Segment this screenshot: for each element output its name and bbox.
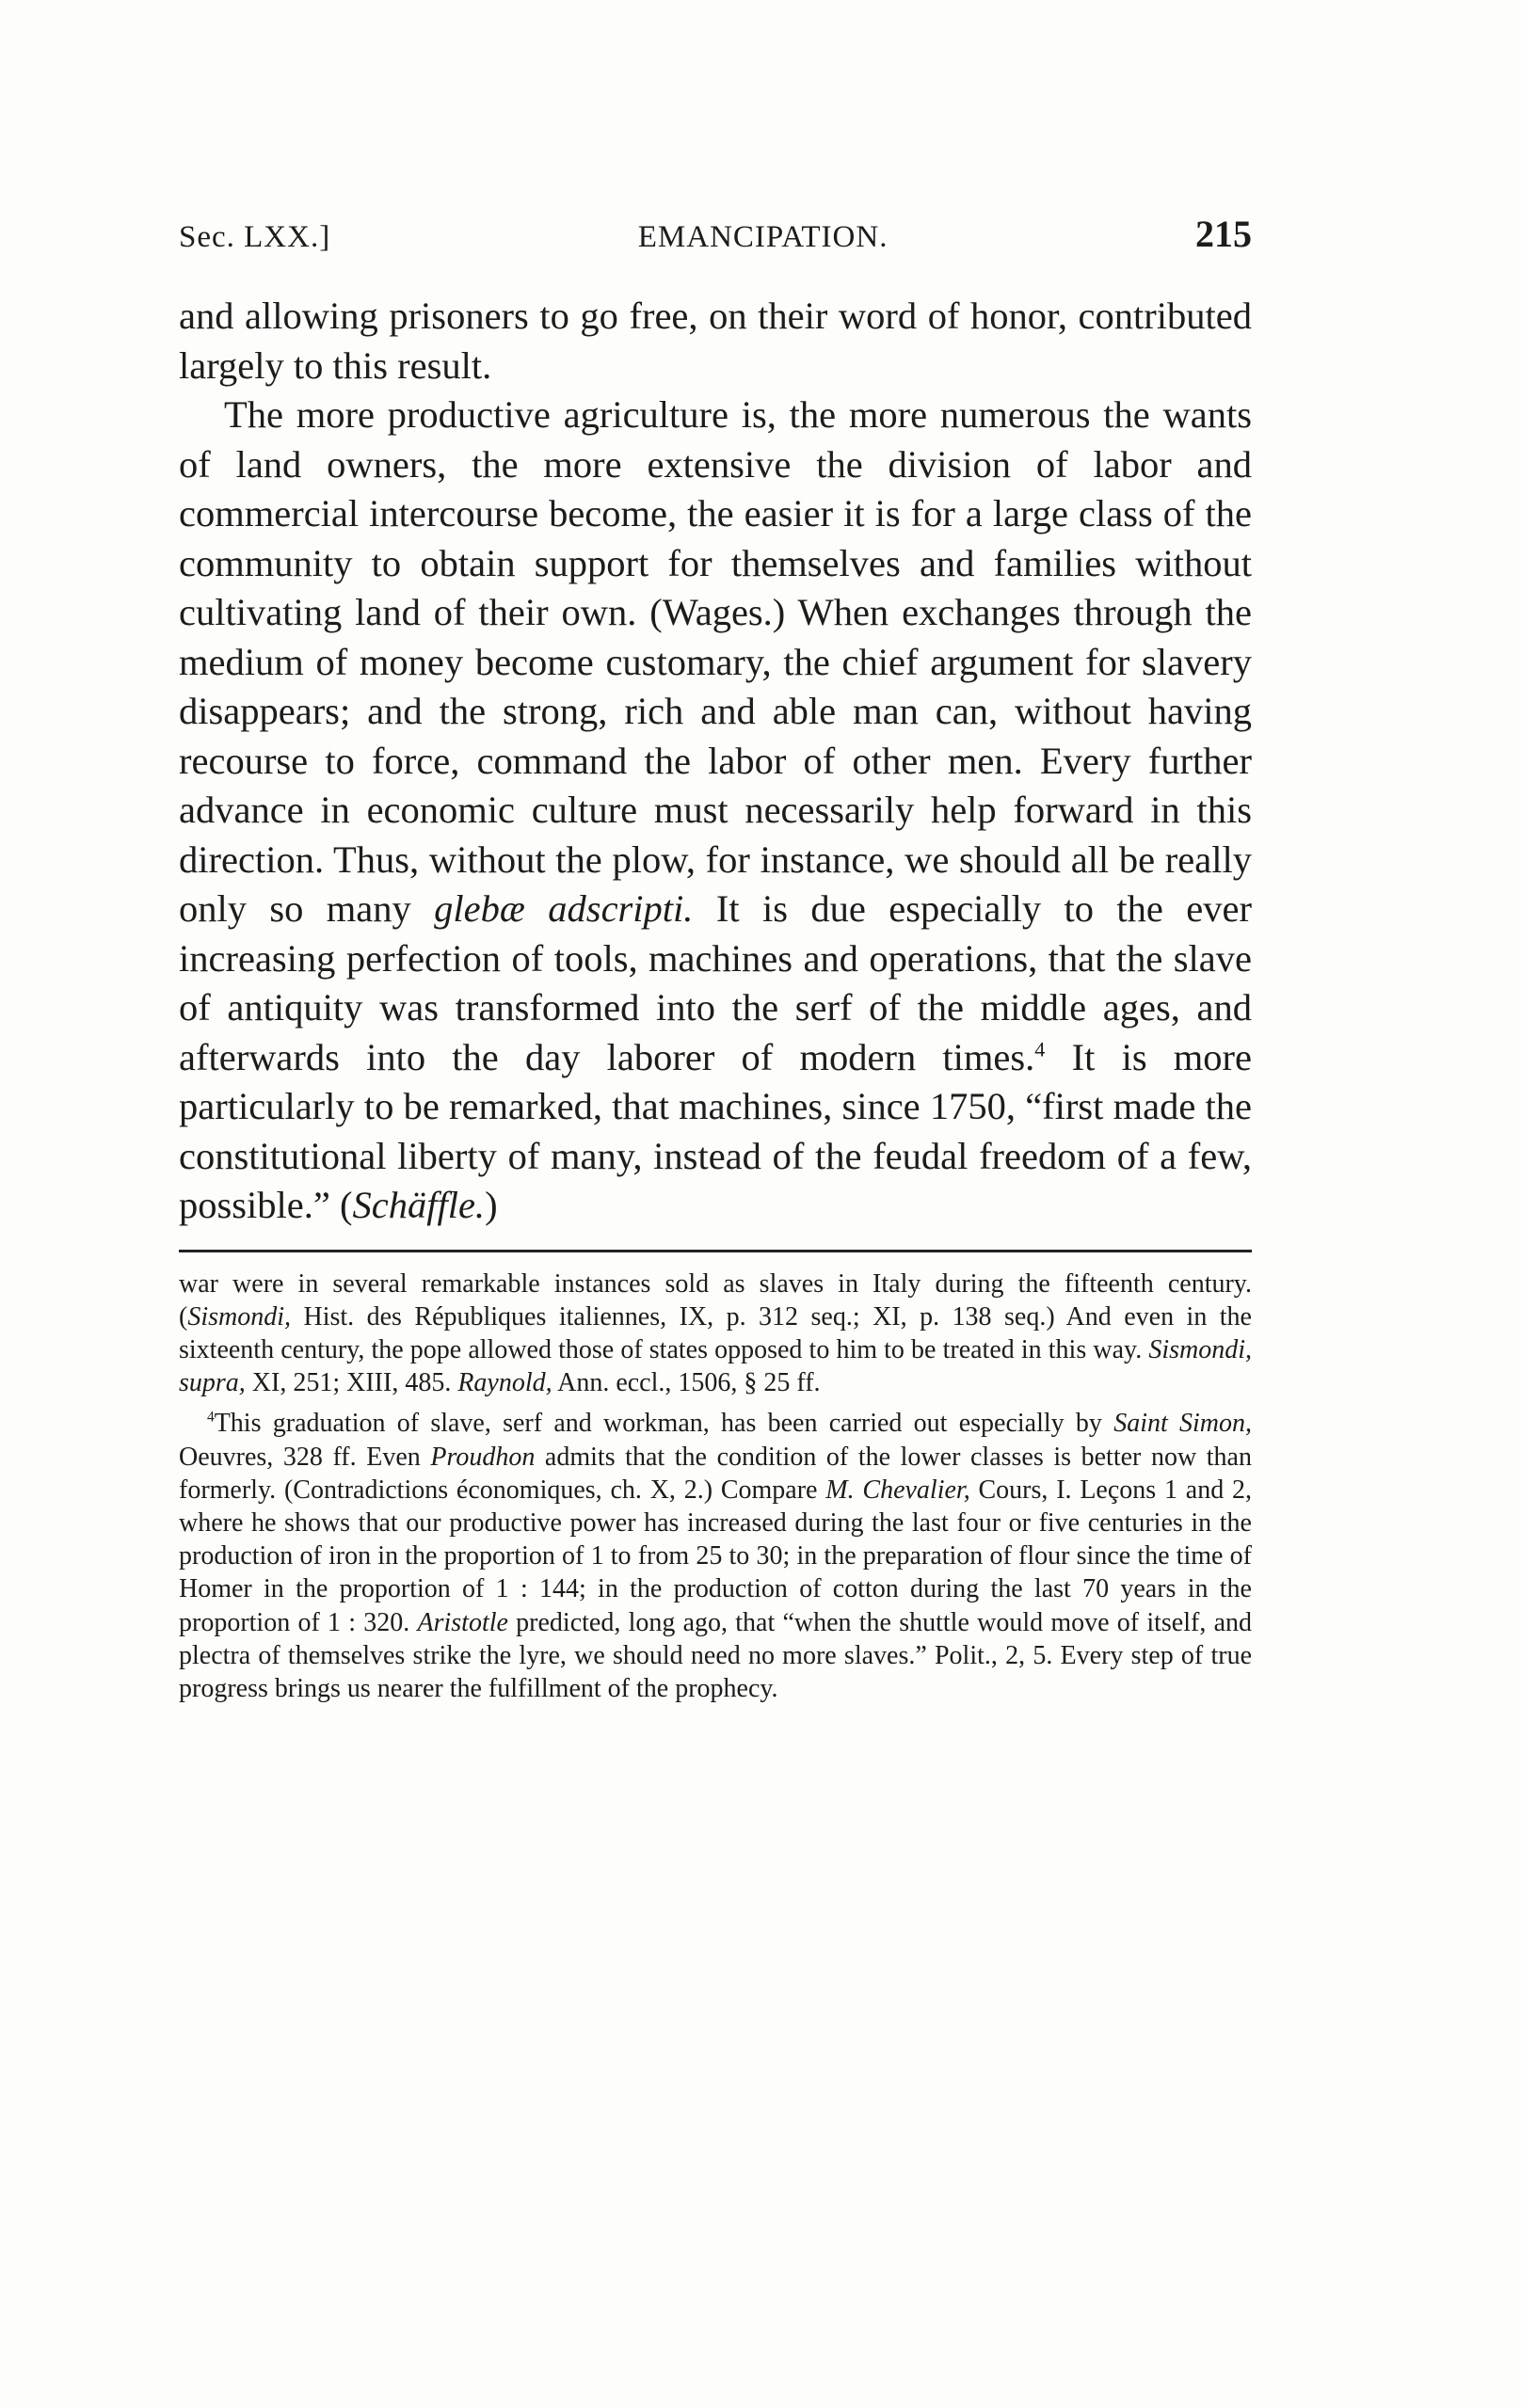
footnote-text: Hist. des Républiques italiennes, IX, p. 312 seq.; XI, p. 138 seq.) And even in the sixteenth century, the pope allowed those of states opposed to him to be treated in this way. xyxy=(179,1301,1252,1364)
footnote-text: Oeuvres, 328 ff. Even xyxy=(179,1442,431,1472)
chapter-title: EMANCIPATION. xyxy=(637,220,889,254)
running-head xyxy=(179,212,1252,256)
page-number: 215 xyxy=(1194,213,1252,255)
italic-citation: Schäffle. xyxy=(352,1184,486,1226)
footnote-4 xyxy=(179,1407,1252,1705)
footnote-text: admits that the condition of the lower classes is better now than formerly. (Contradictions économiques, ch. X, 2.) Compare xyxy=(179,1442,1252,1505)
footnote-text: war were in several remarkable instances sold as slaves in Italy during the fifteenth century. ( xyxy=(179,1268,1252,1332)
paragraph-text: and allowing prisoners to go free, on their word of honor, contributed largely to this result. xyxy=(179,295,1252,387)
paragraph-text: It is more particularly to be remarked, that machines, since 1750, “first made the constitutional liberty of many, instead of the feudal freedom of a few, possible.” ( xyxy=(179,1035,1252,1226)
paragraph-text: ) xyxy=(485,1184,498,1226)
footnote-rule xyxy=(179,1250,1252,1252)
paragraph-text: The more productive agriculture is, the more numerous the wants of land owners, the more extensive the division of labor and commercial intercourse become, the easier it is for a large class of the community to obtain support for themselves and families without cultivating land of their own. (Wages.) When exchanges through the medium of money become customary, the chief argument for slavery disappears; and the strong, rich and able man can, without having recourse to force, command the labor of other men. Every further advance in economic culture must necessarily help forward in this direction. Thus, without the plow, for instance, we should all be really only so many xyxy=(179,393,1252,930)
italic-author: M. Chevalier, xyxy=(825,1475,970,1505)
paragraph-text: It is due especially to the ever increasing perfection of tools, machines and operations, that the slave of antiquity was transformed into the serf of the middle ages, and afterwards into the day laborer of modern times. xyxy=(179,887,1252,1078)
footnote-number: 4 xyxy=(207,1409,215,1426)
paragraph-continued xyxy=(179,292,1252,391)
paragraph-main xyxy=(179,391,1252,1231)
footnote-text: This graduation of slave, serf and workman, has been carried out especially by xyxy=(214,1409,1114,1439)
italic-author: Sismondi, supra, xyxy=(179,1334,1252,1398)
body-text xyxy=(179,292,1252,1231)
italic-author: Saint Simon, xyxy=(1113,1409,1253,1439)
italic-author: Raynold, xyxy=(457,1368,552,1398)
book-page xyxy=(179,212,1252,1713)
footnote-text: predicted, long ago, that “when the shuttle would move of itself, and plectra of themselves strike the lyre, we should need no more slaves.” Polit., 2, 5. Every step of true progress brings us nearer the fulfillment of the prophecy. xyxy=(179,1607,1252,1703)
footnote-text: Cours, I. Leçons 1 and 2, where he shows that our productive power has increased during the last four or five centuries in the production of iron in the proportion of 1 to from 25 to 30; in the preparation of flour since the time of Homer in the proportion of 1 : 144; in the production of cotton during the last 70 years in the proportion of 1 : 320. xyxy=(179,1475,1252,1637)
footnote-continued xyxy=(179,1268,1252,1400)
italic-author: Aristotle xyxy=(417,1607,508,1637)
italic-author: Sismondi, xyxy=(187,1301,292,1332)
footnotes xyxy=(179,1268,1252,1706)
footnote-reference: 4 xyxy=(1034,1037,1046,1060)
italic-term: glebæ adscripti. xyxy=(434,887,694,930)
footnote-text: XI, 251; XIII, 485. xyxy=(245,1368,458,1398)
italic-author: Proudhon xyxy=(430,1442,536,1472)
footnote-text: Ann. eccl., 1506, § 25 ff. xyxy=(552,1368,821,1398)
section-marker: Sec. LXX.] xyxy=(179,220,331,254)
